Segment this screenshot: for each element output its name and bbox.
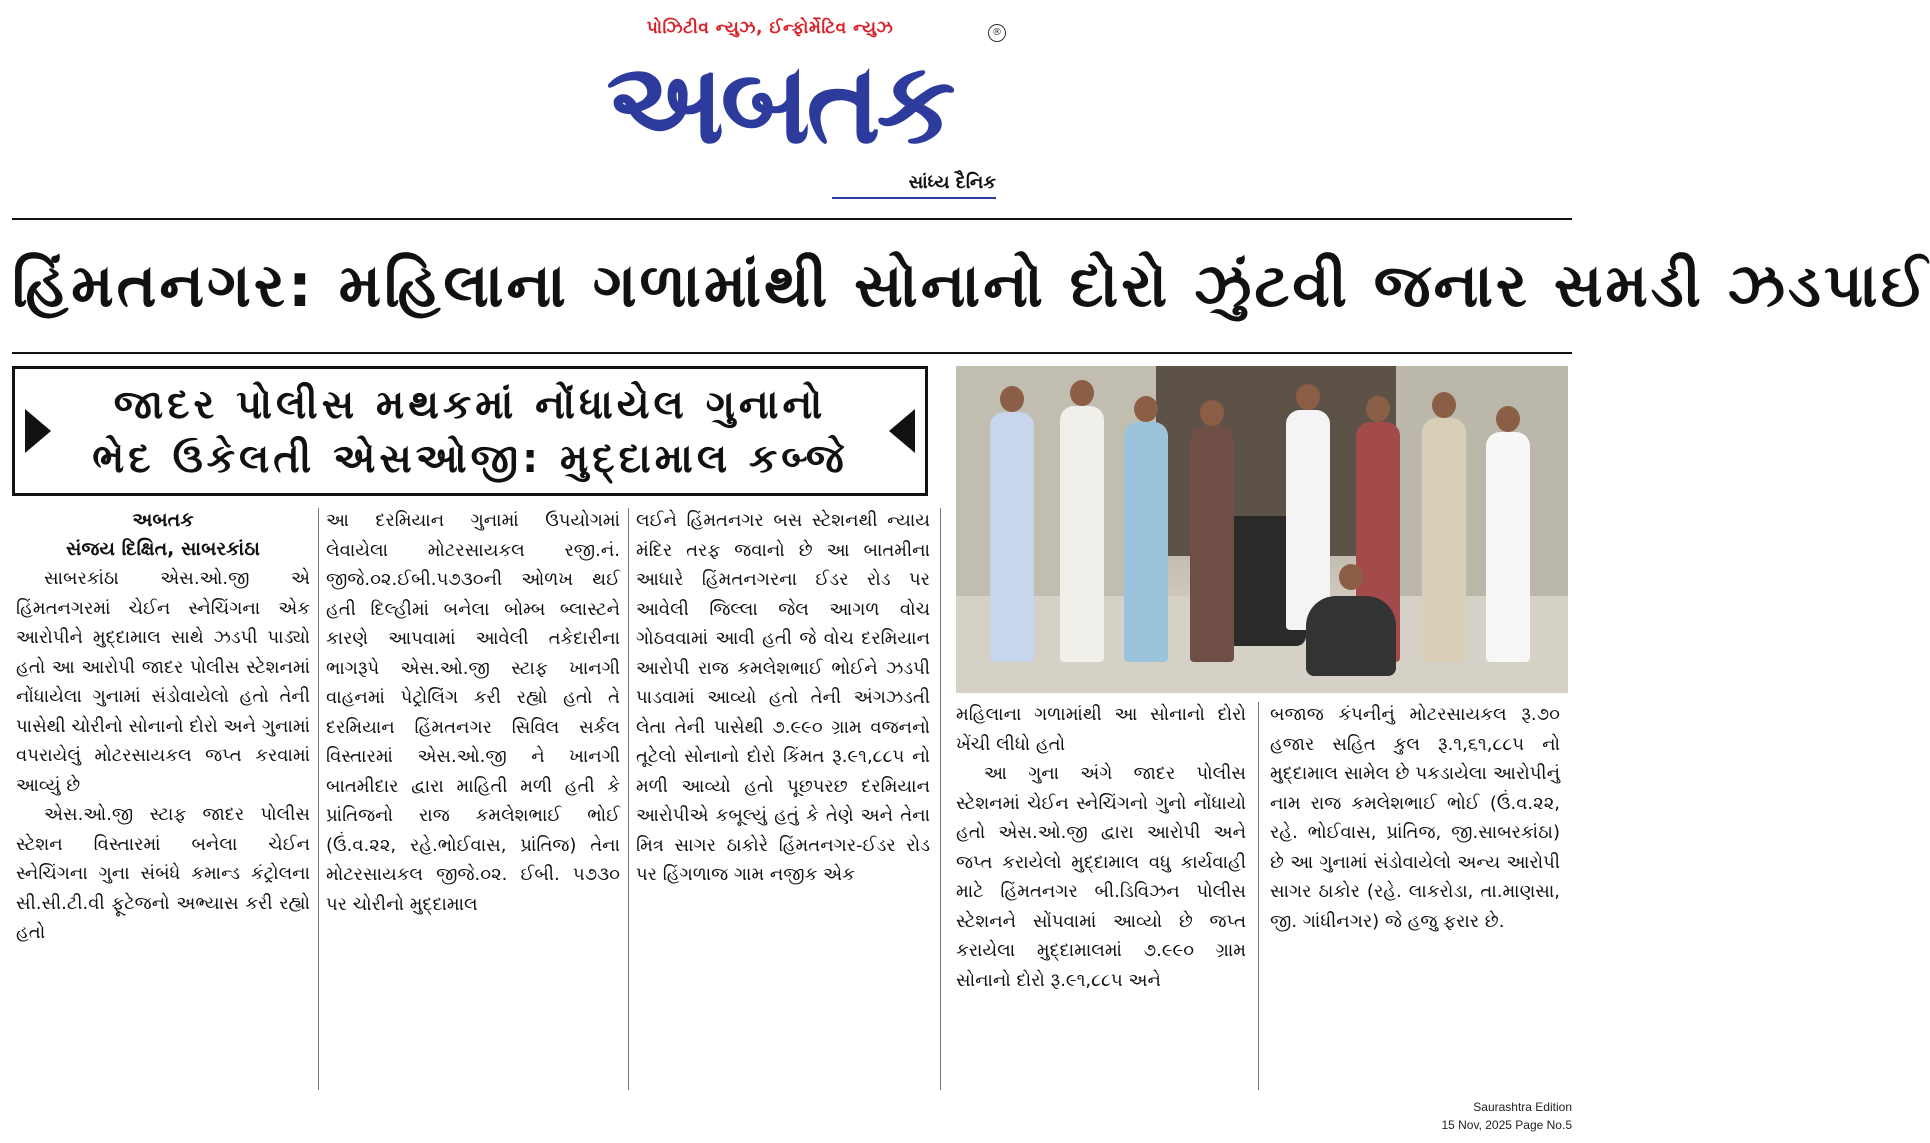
photo-officer	[990, 412, 1034, 662]
edition-underline	[832, 197, 996, 199]
article-column-4	[956, 700, 1246, 1092]
date-page-label: 15 Nov, 2025 Page No.5	[1441, 1118, 1572, 1132]
photo-accused-head	[1339, 564, 1363, 590]
photo-officer-head	[1296, 384, 1320, 410]
registered-trademark-icon: ®	[988, 24, 1006, 42]
photo-officer	[1422, 418, 1466, 662]
article-paragraph: સાબરકાંઠા એસ.ઓ.જી એ હિંમતનગરમાં ચેઈન સ્નેચિંગના એક આરોપીને મુદ્દામાલ સાથે ઝડપી પાડ્યો હતો આ આરોપી જાદર પોલીસ સ્ટેશનમાં નોંધાયેલા ગુનામાં સંડોવાયેલો હતો તેની પાસેથી ચોરીનો સોનાનો દોરો અને ગુનામાં વપરાયેલું મોટરસાયકલ જપ્ત કરવામાં આવ્યું છે	[16, 568, 310, 796]
edition-type-label: સાંધ્ય દૈનિક	[908, 172, 996, 193]
newspaper-logo: અબતક	[606, 39, 952, 169]
article-paragraph: આ ગુના અંગે જાદર પોલીસ સ્ટેશનમાં ચેઈન સ્નેચિંગનો ગુનો નોંધાયો હતો એસ.ઓ.જી દ્વારા આરોપી અને જપ્ત કરાયેલો મુદ્દામાલ વધુ કાર્યવાહી માટે હિંમતનગર બી.ડિવિઝન પોલીસ સ્ટેશનને સોંપવામાં આવ્યો છે જપ્ત કરાયેલા મુદ્દામાલમાં ૭.૯૯૦ ગ્રામ સોનાનો દોરો રૂ.૯૧,૮૮૫ અને	[956, 763, 1246, 991]
photo-officer-head	[1366, 396, 1390, 422]
headline-divider	[12, 352, 1572, 354]
subhead-line-2: ભેદ ઉકેલતી એસઓજી: મુદ્દામાલ કબ્જે	[92, 436, 848, 482]
article-paragraph: મહિલાના ગળામાંથી આ સોનાનો દોરો ખેંચી લીધો હતો	[956, 704, 1246, 755]
article-paragraph: લઈને હિંમતનગર બસ સ્ટેશનથી ન્યાય મંદિર તરફ જવાનો છે આ બાતમીના આધારે હિંમતનગરના ઈડર રોડ પર આવેલી જિલ્લા જેલ આગળ વોચ ગોઠવવામાં આવી હતી જે વોચ દરમિયાન આરોપી રાજ કમલેશભાઈ ભોઈને ઝડપી પાડવામાં આવ્યો હતો તેની અંગઝડતી લેતા તેની પાસેથી ૭.૯૯૦ ગ્રામ વજનનો તૂટેલો સોનાનો દોરો કિંમત રૂ.૯૧,૮૮૫ નો મળી આવ્યો હતો પૂછપરછ દરમિયાન આરોપીએ કબૂલ્યું હતું કે તેણે અને તેના મિત્ર સાગર ઠાકોરે હિંમતનગર-ઈડર રોડ પર હિંગળાજ ગામ નજીક એક	[636, 510, 930, 885]
page-footer	[1272, 1098, 1572, 1134]
article-subhead-box	[12, 366, 928, 496]
byline-author: સંજય દિક્ષિત, સાબરકાંઠા	[66, 538, 260, 560]
article-photo	[956, 366, 1568, 693]
article-column-3	[636, 506, 930, 1092]
photo-accused-seated	[1306, 596, 1396, 676]
photo-officer	[1190, 426, 1234, 662]
column-divider	[940, 508, 941, 1090]
byline-paper: અબતક	[132, 509, 194, 531]
article-paragraph: એસ.ઓ.જી સ્ટાફ જાદર પોલીસ સ્ટેશન વિસ્તારમાં બનેલા ચેઈન સ્નેચિંગના ગુના સંબંધે કમાન્ડ કંટ્રોલના સી.સી.ટી.વી ફૂટેજનો અભ્યાસ કરી રહ્યો હતો	[16, 804, 310, 943]
article-headline: હિંમતનગર: મહિલાના ગળામાંથી સોનાનો દોરો ઝુંટવી જનાર સમડી ઝડપાઈ	[12, 251, 1930, 321]
subhead-line-1: જાદર પોલીસ મથકમાં નોંધાયેલ ગુનાનો	[113, 382, 827, 428]
photo-officer	[1486, 432, 1530, 662]
column-divider	[1258, 702, 1259, 1090]
photo-officer-head	[1134, 396, 1158, 422]
masthead-tagline: પોઝિટીવ ન્યુઝ, ઈન્ફોર્મેટિવ ન્યુઝ	[646, 18, 894, 38]
photo-officer-head	[1432, 392, 1456, 418]
article-column-1	[16, 506, 310, 1092]
article-column-5	[1270, 700, 1560, 1092]
column-divider	[318, 508, 319, 1090]
photo-officer-head	[1200, 400, 1224, 426]
photo-officer	[1286, 410, 1330, 630]
article-column-2	[326, 506, 620, 1092]
column-divider	[628, 508, 629, 1090]
masthead	[0, 0, 1584, 212]
edition-label: Saurashtra Edition	[1473, 1100, 1572, 1114]
photo-officer-head	[1000, 386, 1024, 412]
photo-officer-head	[1070, 380, 1094, 406]
article-paragraph: બજાજ કંપનીનું મોટરસાયકલ રૂ.૭૦ હજાર સહિત કુલ રૂ.૧,૬૧,૮૮૫ નો મુદ્દામાલ સામેલ છે પકડાયેલા આરોપીનું નામ રાજ કમલેશભાઈ ભોઈ (ઉં.વ.૨૨, રહે. ભોઈવાસ, પ્રાંતિજ, જી.સાબરકાંઠા) છે આ ગુનામાં સંડોવાયેલો અન્ય આરોપી સાગર ઠાકોર (રહે. લાકરોડા, તા.માણસા, જી. ગાંધીનગર) જે હજુ ફરાર છે.	[1270, 704, 1560, 932]
masthead-divider	[12, 218, 1572, 220]
photo-officer	[1060, 406, 1104, 662]
photo-officer	[1124, 422, 1168, 662]
photo-officer-head	[1496, 406, 1520, 432]
article-paragraph: આ દરમિયાન ગુનામાં ઉપયોગમાં લેવાયેલા મોટરસાયકલ રજી.નં. જીજે.૦૨.ઈબી.૫૭૩૦ની ઓળખ થઈ હતી દિલ્હીમાં બનેલા બોમ્બ બ્લાસ્ટને કારણે આપવામાં આવેલી તકેદારીના ભાગરૂપે એસ.ઓ.જી સ્ટાફ ખાનગી વાહનમાં પેટ્રોલિંગ કરી રહ્યો હતો તે દરમિયાન હિંમતનગર સિવિલ સર્કલ વિસ્તારમાં એસ.ઓ.જી ને ખાનગી બાતમીદાર દ્વારા માહિતી મળી હતી કે પ્રાંતિજનો રાજ કમલેશભાઈ ભોઈ (ઉં.વ.૨૨, રહે.ભોઈવાસ, પ્રાંતિજ) તેના મોટરસાયકલ જીજે.૦૨. ઈબી. ૫૭૩૦ પર ચોરીનો મુદ્દામાલ	[326, 510, 620, 915]
